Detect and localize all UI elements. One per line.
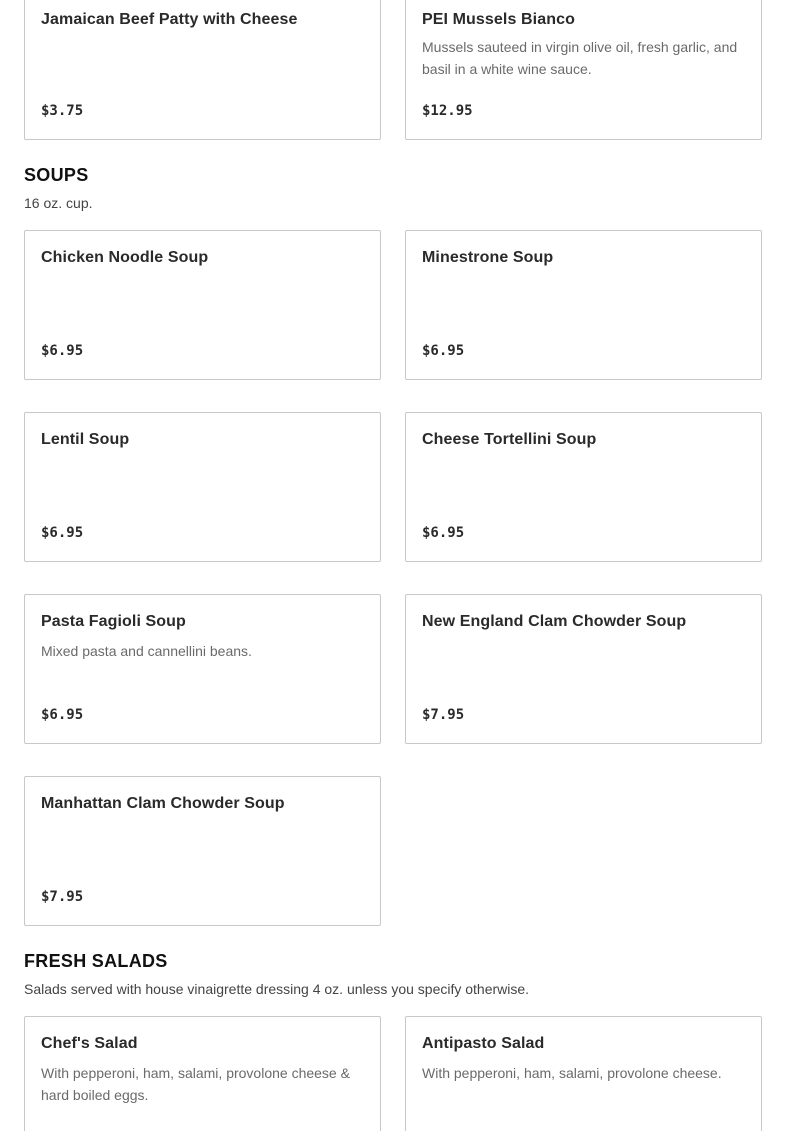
- item-name: Lentil Soup: [41, 431, 130, 448]
- menu-item-card[interactable]: [24, 412, 381, 562]
- menu-item-card[interactable]: [24, 0, 381, 140]
- item-name: Chicken Noodle Soup: [41, 249, 209, 266]
- section-title-soups: SOUPS: [24, 165, 89, 185]
- section-title-salads: FRESH SALADS: [24, 951, 168, 971]
- item-name: Pasta Fagioli Soup: [41, 613, 186, 630]
- item-description: With pepperoni, ham, salami, provolone cheese & hard boiled eggs.: [41, 1065, 350, 1103]
- section-note-salads: Salads served with house vinaigrette dressing 4 oz. unless you specify otherwise.: [24, 981, 530, 997]
- item-price: $7.95: [41, 889, 84, 905]
- menu-item-card[interactable]: [24, 594, 381, 744]
- item-name: New England Clam Chowder Soup: [422, 613, 687, 630]
- menu-item-card[interactable]: [24, 776, 381, 926]
- section-note-soups: 16 oz. cup.: [24, 195, 93, 211]
- item-name: PEI Mussels Bianco: [422, 11, 575, 28]
- item-name: Minestrone Soup: [422, 249, 554, 266]
- item-name: Antipasto Salad: [422, 1035, 545, 1052]
- item-price: $7.95: [422, 707, 465, 723]
- item-name: Jamaican Beef Patty with Cheese: [41, 11, 298, 28]
- menu-item-card[interactable]: [405, 594, 762, 744]
- item-price: $6.95: [41, 525, 84, 541]
- menu-item-card[interactable]: [405, 412, 762, 562]
- item-description: With pepperoni, ham, salami, provolone cheese.: [422, 1065, 722, 1081]
- item-price: $6.95: [41, 707, 84, 723]
- item-name: Cheese Tortellini Soup: [422, 431, 597, 448]
- item-price: $12.95: [422, 103, 473, 119]
- item-price: $6.95: [422, 525, 465, 541]
- menu-item-card[interactable]: [405, 1016, 762, 1131]
- item-name: Manhattan Clam Chowder Soup: [41, 795, 285, 812]
- item-name: Chef's Salad: [41, 1035, 138, 1052]
- item-price: $6.95: [41, 343, 84, 359]
- menu-item-card[interactable]: [24, 1016, 381, 1131]
- item-price: $6.95: [422, 343, 465, 359]
- menu-item-card[interactable]: [405, 0, 762, 140]
- menu-item-card[interactable]: [405, 230, 762, 380]
- item-price: $3.75: [41, 103, 84, 119]
- item-description: Mixed pasta and cannellini beans.: [41, 643, 252, 659]
- item-description: Mussels sauteed in virgin olive oil, fresh garlic, and basil in a white wine sauce.: [422, 39, 738, 77]
- menu-item-card[interactable]: [24, 230, 381, 380]
